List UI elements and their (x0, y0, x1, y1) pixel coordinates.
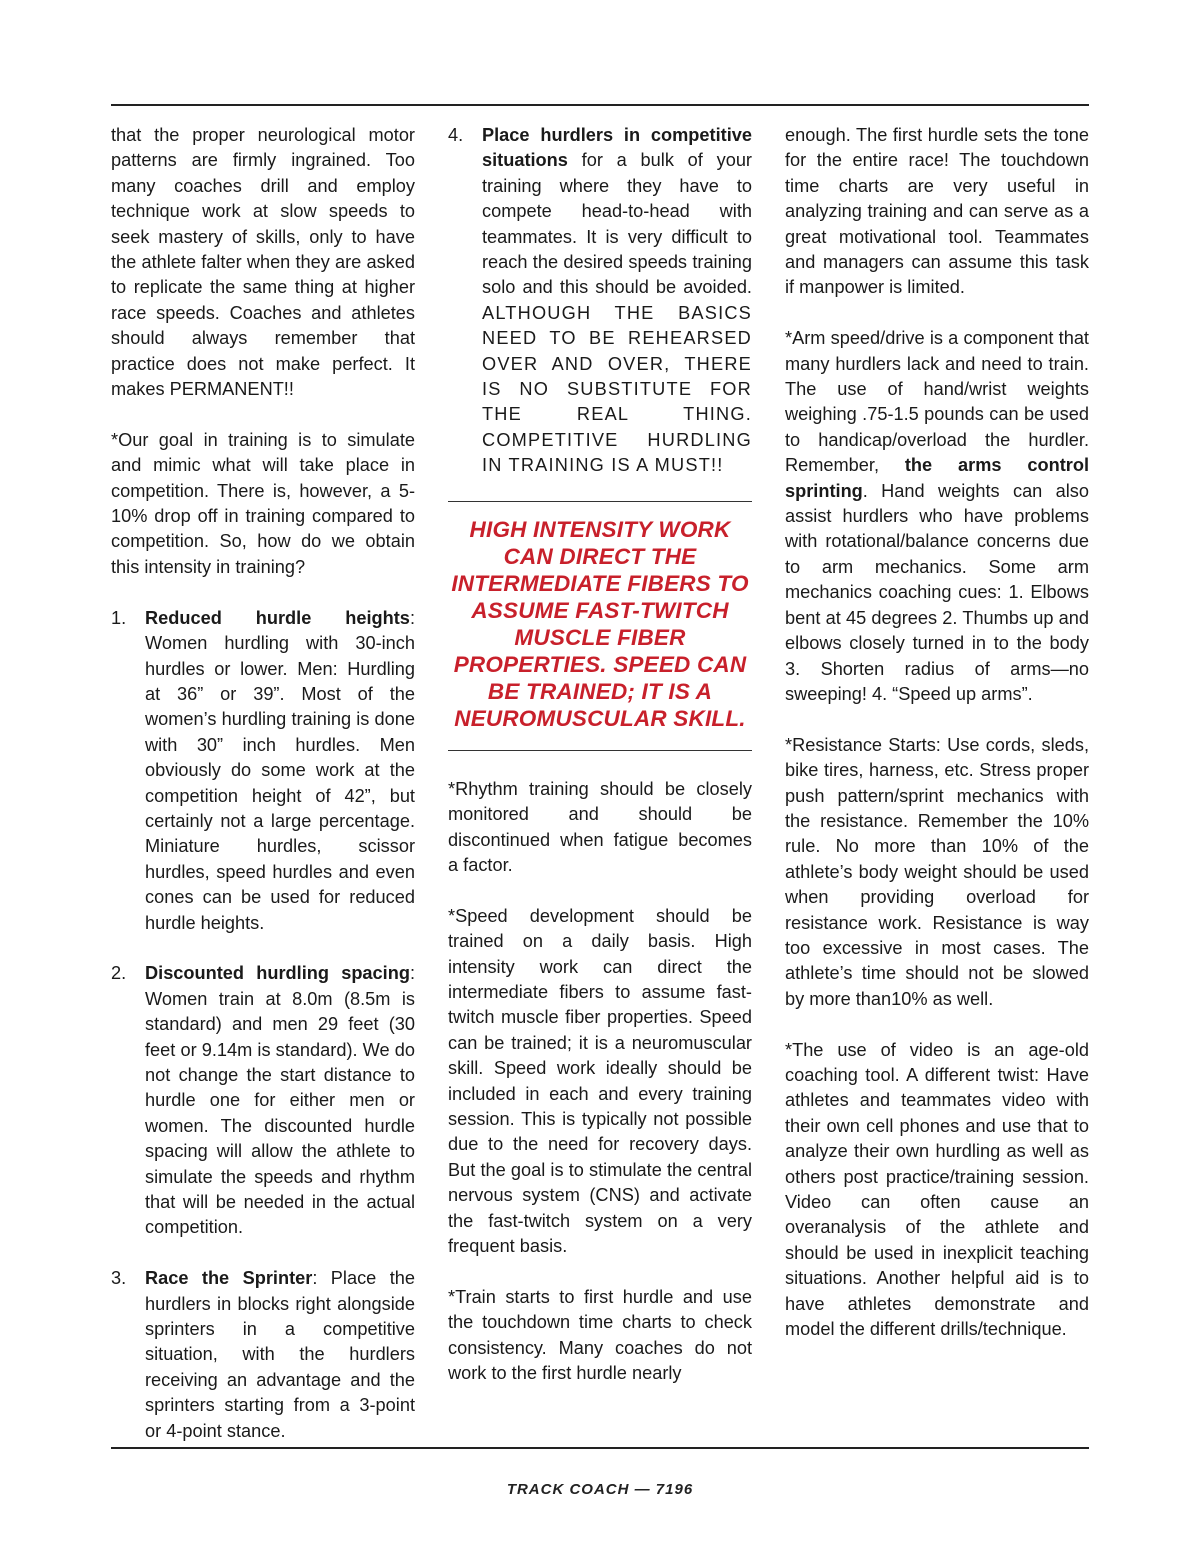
item-text: : Women hurdling with 30-inch hurdles or lower. Men: Hurdling at 36” or 39”. Most of the women’s hurdling training is done with 30” inch hurdles. Men obviously do some work at the competition height of 42”, but certainly not a large percentage. Miniature hurdles, scissor hurdles, speed hurdles and even cones can be used for reduced hurdle heights. (145, 607, 415, 933)
item-title: Place hurdlers in competitive situations (482, 125, 752, 171)
text-run: . Hand weights can also assist hurdlers who have problems with rotational/balance concerns due to arm mechanics. Some arm mechanics coaching cues: 1. Elbows bent at 45 degrees 2. Thumbs up and elbows closely turned in to the body 3. Shorten radius of arms—no sweeping! 4. “Speed up arms”. (785, 480, 1089, 704)
paragraph: *Rhythm training should be closely monitored and should be discontinued when fatigue becomes a factor. (448, 778, 752, 875)
column-2 (448, 123, 752, 1412)
paragraph: *Speed development should be trained on a daily basis. High intensity work can direct the intermediate fibers to assume fast-twitch muscle fiber properties. Speed can be trained; it is a neuromuscular skill. Speed work ideally should be included in each and every training session. This is typically not possible due to the need for recovery days. But the goal is to stimulate the central nervous system (CNS) and activate the fast-twitch system on a very frequent basis. (448, 905, 752, 1256)
item-title: Reduced hurdle heights (145, 607, 410, 628)
paragraph: *Our goal in training is to simulate and mimic what will take place in competition. There is, however, a 5-10% drop off in training compared to competition. So, how do we obtain this intensity in training? (111, 429, 415, 577)
item-number: 3. (111, 1268, 127, 1289)
paragraph (785, 326, 1089, 707)
numbered-list (111, 606, 415, 1444)
list-item (111, 1266, 415, 1444)
page-footer: TRACK COACH — 7196 (506, 1481, 694, 1498)
item-title: Race the Sprinter (145, 1268, 313, 1289)
item-text: for a bulk of your training where they have to compete head-to-head with teammates. It is very difficult to reach the desired speeds training solo and this should be avoided. (482, 150, 752, 298)
bottom-rule (111, 1447, 1089, 1449)
item-number: 1. (111, 607, 127, 628)
pull-quote: HIGH INTENSITY WORK CAN DIRECT THE INTERMEDIATE FIBERS TO ASSUME FAST-TWITCH MUSCLE FIBER PROPERTIES. SPEED CAN BE TRAINED; IT IS A NEUROMUSCULAR SKILL. (448, 501, 752, 751)
item-number: 2. (111, 963, 127, 984)
item-text: : Women train at 8.0m (8.5m is standard) and men 29 feet (30 feet or 9.14m is standard). We do not change the start distance to hurdle one for either men or women. The discounted hurdle spacing will allow the athlete to simulate the speeds and rhythm that will be needed in the actual competition. (145, 963, 415, 1238)
list-item (111, 961, 415, 1240)
paragraph: *Resistance Starts: Use cords, sleds, bike tires, harness, etc. Stress proper push pattern/sprint mechanics with the resistance. Remember the 10% rule. No more than 10% of the athlete’s body weight should be used when providing overload for resistance work. Resistance is way too excessive in most cases. The athlete’s time should not be slowed by more than10% as well. (785, 734, 1089, 1009)
paragraph: that the proper neurological motor patterns are firmly ingrained. Too many coaches drill and employ technique work at slow speeds to seek mastery of skills, only to have the athlete falter when they are asked to replicate the same thing at higher race speeds. Coaches and athletes should always remember that practice does not make perfect. It makes PERMANENT!! (111, 125, 415, 400)
text-run: *Arm speed/drive is a component that many hurdlers lack and need to train. The use of hand/wrist weights weighing .75-1.5 pounds can be used to handicap/overload the hurdler. Remember, (785, 328, 1089, 476)
paragraph: *Train starts to first hurdle and use the touchdown time charts to check consistency. Many coaches do not work to the first hurdle nearly (448, 1286, 752, 1383)
top-rule (111, 104, 1089, 106)
column-3 (785, 123, 1089, 1368)
paragraph: enough. The first hurdle sets the tone for the entire race! The touchdown time charts are very useful in analyzing training and can serve as a great motivational tool. Teammates and managers can assume this task if manpower is limited. (785, 125, 1089, 298)
column-1 (111, 123, 415, 1469)
item-title: Discounted hurdling spacing (145, 963, 410, 984)
bold-phrase: the arms control sprinting (785, 455, 1089, 501)
numbered-list (448, 123, 752, 479)
item-caps-text: ALTHOUGH THE BASICS NEED TO BE REHEARSED OVER AND OVER, THERE IS NO SUBSTITUTE FOR THE REAL THING. COMPETITIVE HURDLING IN TRAINING IS A MUST!! (482, 302, 752, 476)
paragraph: *The use of video is an age-old coaching tool. A different twist: Have athletes and teammates video with their own cell phones and use that to analyze their own hurdling as well as others post practice/training session. Video can often cause an overanalysis of the athlete and should be used in inexplicit teaching situations. Another helpful aid is to have athletes demonstrate and model the different drills/technique. (785, 1039, 1089, 1340)
item-number: 4. (448, 125, 464, 145)
item-text: : Place the hurdlers in blocks right alongside sprinters in a competitive situation, with the hurdlers receiving an advantage and the sprinters starting from a 3-point or 4-point stance. (145, 1268, 415, 1441)
list-item (448, 123, 752, 479)
list-item (111, 606, 415, 936)
